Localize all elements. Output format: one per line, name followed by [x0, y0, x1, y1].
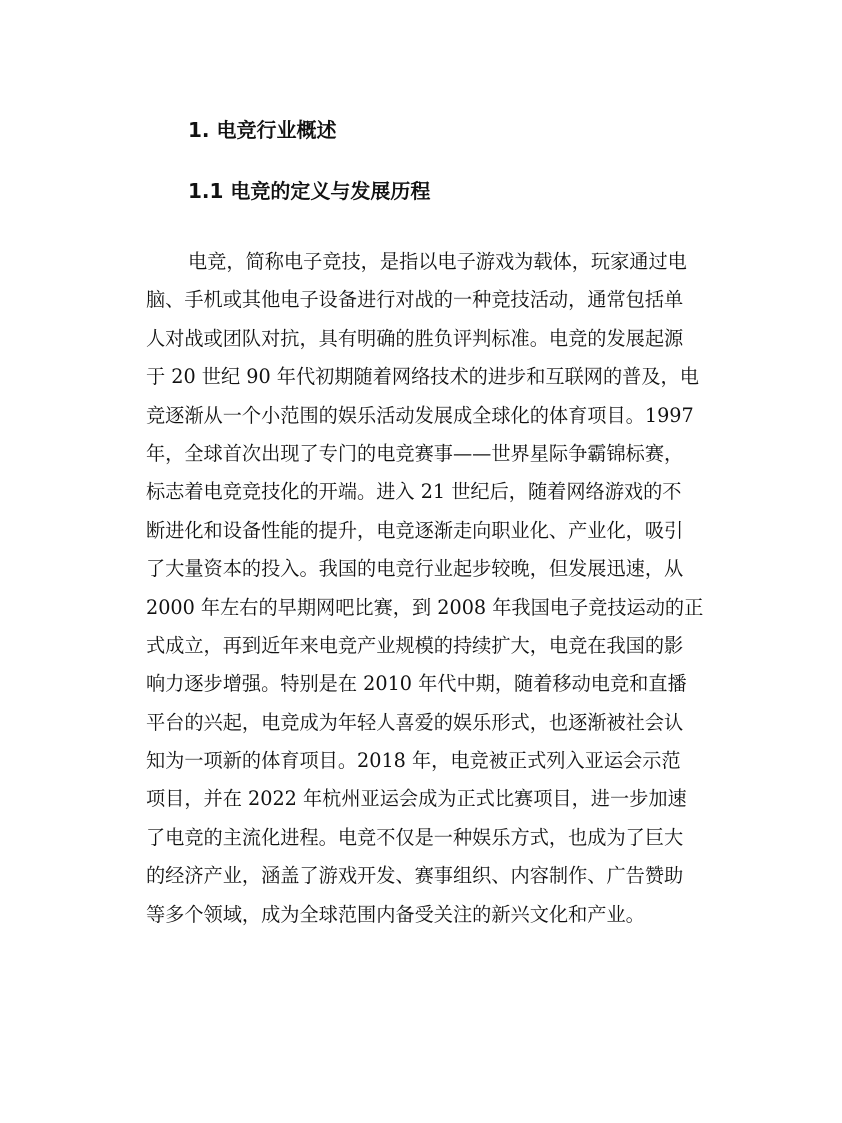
- paragraph-line: 标志着电竞竞技化的开端。进入 21 世纪后，随着网络游戏的不: [146, 480, 682, 504]
- paragraph-line: 知为一项新的体育项目。2018 年，电竞被正式列入亚运会示范: [146, 749, 681, 773]
- paragraph-line: 平台的兴起，电竞成为年轻人喜爱的娱乐形式，也逐渐被社会认: [146, 710, 684, 734]
- paragraph-line: 了电竞的主流化进程。电竞不仅是一种娱乐方式，也成为了巨大: [146, 825, 684, 849]
- paragraph-line: 电竞，简称电子竞技，是指以电子游戏为载体，玩家通过电: [188, 250, 687, 273]
- paragraph-line: 于 20 世纪 90 年代初期随着网络技术的进步和互联网的普及，电: [146, 365, 699, 389]
- paragraph-line: 人对战或团队对抗，具有明确的胜负评判标准。电竞的发展起源: [146, 326, 684, 350]
- paragraph-line: 了大量资本的投入。我国的电竞行业起步较晚，但发展迅速，从: [146, 557, 684, 581]
- section-heading: 1. 电竞行业概述: [188, 118, 337, 142]
- paragraph-line: 竞逐渐从一个小范围的娱乐活动发展成全球化的体育项目。1997: [146, 403, 694, 427]
- paragraph-line: 断进化和设备性能的提升，电竞逐渐走向职业化、产业化，吸引: [146, 518, 684, 542]
- paragraph-line: 2000 年左右的早期网吧比赛，到 2008 年我国电子竞技运动的正: [146, 595, 704, 619]
- paragraph-line: 脑、手机或其他电子设备进行对战的一种竞技活动，通常包括单: [146, 288, 684, 312]
- paragraph-line: 项目，并在 2022 年杭州亚运会成为正式比赛项目，进一步加速: [146, 787, 687, 811]
- body-paragraph: [146, 243, 706, 934]
- subsection-heading: 1.1 电竞的定义与发展历程: [188, 179, 431, 203]
- paragraph-line: 年，全球首次出现了专门的电竞赛事——世界星际争霸锦标赛，: [146, 441, 684, 465]
- paragraph-line: 的经济产业，涵盖了游戏开发、赛事组织、内容制作、广告赞助: [146, 864, 684, 888]
- paragraph-line: 等多个领域，成为全球范围内备受关注的新兴文化和产业。: [146, 902, 645, 926]
- paragraph-line: 式成立，再到近年来电竞产业规模的持续扩大，电竞在我国的影: [146, 633, 684, 657]
- paragraph-line: 响力逐步增强。特别是在 2010 年代中期，随着移动电竞和直播: [146, 672, 687, 696]
